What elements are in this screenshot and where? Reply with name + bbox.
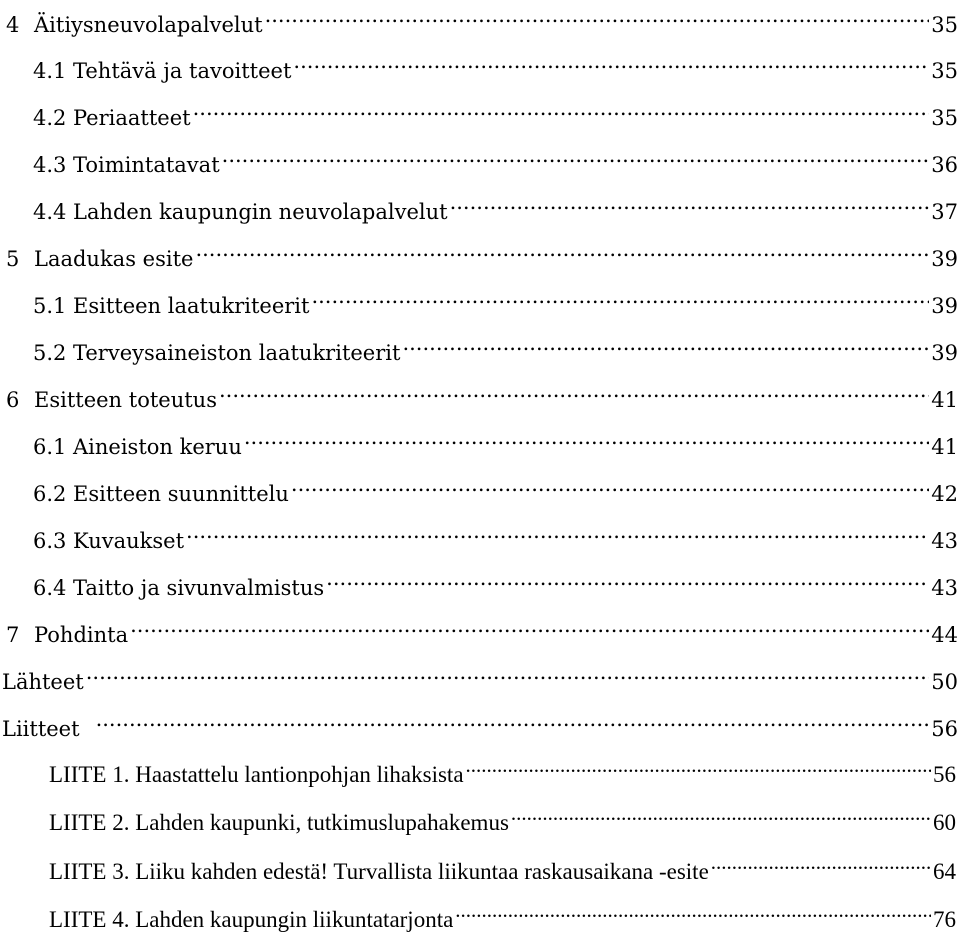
toc-entry[interactable] — [6, 610, 958, 647]
toc-entry[interactable] — [6, 375, 958, 412]
toc-entry-page: 39 — [931, 294, 958, 318]
toc-entry-page: 39 — [931, 247, 958, 271]
toc-appendix-label: LIITE 1. Haastattelu lantionpohjan lihaksista — [49, 762, 464, 787]
toc-appendix-entry[interactable] — [49, 798, 956, 835]
toc-appendix-page: 76 — [933, 907, 956, 932]
toc-appendix-page: 64 — [933, 859, 956, 884]
toc-entry[interactable] — [33, 422, 958, 459]
toc-entry-number: 4 — [6, 13, 20, 37]
toc-appendix-entry[interactable] — [49, 750, 956, 787]
toc-entry[interactable] — [33, 187, 958, 224]
toc-entry[interactable] — [6, 234, 958, 271]
toc-entry-title: Äitiysneuvolapalvelut — [34, 13, 263, 37]
dot-leader — [293, 46, 929, 78]
dot-leader — [511, 798, 931, 830]
toc-entry-title: Laadukas esite — [34, 247, 194, 271]
dot-leader — [222, 140, 930, 172]
toc-entry-title: Esitteen suunnittelu — [73, 482, 289, 506]
toc-entry[interactable] — [33, 328, 958, 365]
toc-entry-title: Liitteet — [2, 717, 80, 741]
toc-entry[interactable] — [33, 516, 958, 553]
toc-entry[interactable] — [33, 281, 958, 318]
dot-leader — [402, 328, 929, 360]
dot-leader — [193, 93, 930, 125]
toc-appendix-page: 56 — [933, 762, 956, 787]
toc-appendix-entry[interactable] — [49, 847, 956, 884]
dot-leader — [466, 750, 931, 782]
toc-entry-number: 5 — [6, 247, 20, 271]
toc-entry-title: Terveysaineiston laatukriteerit — [73, 341, 401, 365]
toc-entry-number: 6 — [6, 388, 20, 412]
toc-entry-number: 5.1 — [33, 294, 67, 318]
toc-entry-number: 5.2 — [33, 341, 67, 365]
toc-appendix-label: LIITE 4. Lahden kaupungin liikuntatarjonta — [49, 907, 454, 932]
toc-entry-number: 6.3 — [33, 529, 67, 553]
dot-leader — [195, 234, 929, 266]
toc-entry-number: 4.4 — [33, 200, 67, 224]
toc-entry[interactable] — [33, 46, 958, 83]
toc-entry[interactable] — [33, 563, 958, 600]
toc-entry-page: 42 — [931, 482, 958, 506]
toc-entry-page: 36 — [931, 153, 958, 177]
toc-appendix-label: LIITE 2. Lahden kaupunki, tutkimuslupahakemus — [49, 810, 509, 835]
toc-entry[interactable] — [2, 704, 958, 741]
dot-leader — [291, 469, 929, 501]
dot-leader — [96, 704, 930, 736]
dot-leader — [219, 375, 929, 407]
toc-entry-page: 41 — [931, 388, 958, 412]
toc-entry-title: Lahden kaupungin neuvolapalvelut — [73, 200, 448, 224]
dot-leader — [244, 422, 929, 454]
toc-entry-number: 4.1 — [33, 59, 67, 83]
toc-entry-number: 4.3 — [33, 153, 67, 177]
dot-leader — [86, 657, 930, 689]
toc-appendix-entry[interactable] — [49, 895, 956, 932]
toc-entry-number: 7 — [6, 623, 20, 647]
toc-entry-title: Kuvaukset — [73, 529, 185, 553]
dot-leader — [311, 281, 929, 313]
toc-entry-title: Esitteen toteutus — [34, 388, 217, 412]
toc-entry-title: Esitteen laatukriteerit — [73, 294, 310, 318]
dot-leader — [711, 847, 931, 879]
dot-leader — [130, 610, 929, 642]
toc-entry-title: Pohdinta — [34, 623, 129, 647]
toc-entry-page: 35 — [931, 59, 958, 83]
toc-entry-page: 35 — [931, 106, 958, 130]
toc-entry-title: Aineiston keruu — [73, 435, 242, 459]
toc-entry-page: 43 — [931, 576, 958, 600]
toc-entry[interactable] — [33, 140, 958, 177]
toc-entry-page: 43 — [931, 529, 958, 553]
toc-entry[interactable] — [33, 469, 958, 506]
toc-entry-number: 6.4 — [33, 576, 67, 600]
toc-appendix-page: 60 — [933, 810, 956, 835]
toc-entry-page: 35 — [931, 13, 958, 37]
toc-entry-page: 39 — [931, 341, 958, 365]
toc-entry-page: 41 — [931, 435, 958, 459]
toc-appendix-label: LIITE 3. Liiku kahden edestä! Turvallista liikuntaa raskausaikana -esite — [49, 859, 709, 884]
toc-entry-title: Toimintatavat — [73, 153, 220, 177]
dot-leader — [450, 187, 930, 219]
toc-entry-title: Lähteet — [2, 670, 84, 694]
toc-entry-title: Periaatteet — [73, 106, 191, 130]
toc-entry[interactable] — [33, 93, 958, 130]
dot-leader — [265, 0, 930, 32]
toc-entry-page: 50 — [931, 670, 958, 694]
toc-entry-page: 44 — [931, 623, 958, 647]
toc-entry-page: 56 — [931, 717, 958, 741]
toc-entry-title: Taitto ja sivunvalmistus — [73, 576, 325, 600]
dot-leader — [186, 516, 929, 548]
toc-entry-number: 6.1 — [33, 435, 67, 459]
dot-leader — [455, 895, 931, 927]
toc-entry[interactable] — [2, 657, 958, 694]
dot-leader — [326, 563, 929, 595]
toc-entry-page: 37 — [931, 200, 958, 224]
toc-entry-title: Tehtävä ja tavoitteet — [73, 59, 292, 83]
toc-entry[interactable] — [6, 0, 958, 37]
toc-entry-number: 6.2 — [33, 482, 67, 506]
toc-entry-number: 4.2 — [33, 106, 67, 130]
